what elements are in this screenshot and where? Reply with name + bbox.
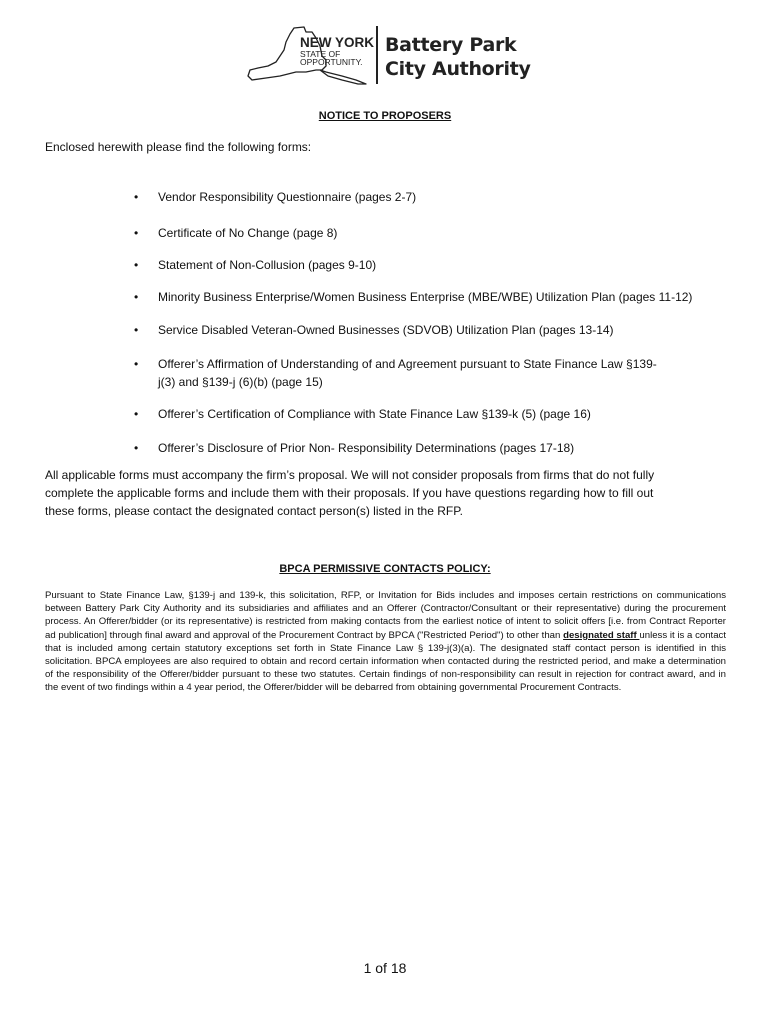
form-item-text: Vendor Responsibility Questionnaire (pages 2-7) <box>158 190 417 204</box>
form-item-text: Service Disabled Veteran-Owned Businesses (SDVOB) Utilization Plan (pages 13-14) <box>158 323 614 337</box>
bpca-logo <box>246 24 536 88</box>
bpca-line-1: Battery Park <box>385 34 517 56</box>
bpca-line-2: City Authority <box>385 58 531 80</box>
form-list-item <box>134 256 718 274</box>
page-number: 1 of 18 <box>363 960 407 976</box>
bullet-icon: • <box>134 323 139 337</box>
bullet-icon: • <box>134 407 139 421</box>
form-item-text: Offerer’s Certification of Compliance with State Finance Law §139-k (5) (page 16) <box>158 407 591 421</box>
policy-title: BPCA PERMISSIVE CONTACTS POLICY: <box>279 563 491 575</box>
form-item-text: j(3) and §139-j (6)(b) (page 15) <box>158 375 323 389</box>
form-item-text: Certificate of No Change (page 8) <box>158 226 338 240</box>
bullet-icon: • <box>134 190 139 204</box>
notice-title: NOTICE TO PROPOSERS <box>318 110 452 122</box>
nys-line-1: NEW YORK <box>300 35 375 50</box>
nys-line-2: STATE OF <box>300 48 341 59</box>
bullet-icon: • <box>134 226 139 240</box>
form-list-item <box>134 188 718 206</box>
form-item-text: Offerer’s Disclosure of Prior Non- Responsibility Determinations (pages 17-18) <box>158 441 575 455</box>
closing-line: these forms, please contact the designated contact person(s) listed in the RFP. <box>45 504 464 518</box>
notice-intro: Enclosed herewith please find the following forms: <box>45 140 312 154</box>
nys-wordmark <box>300 36 380 67</box>
closing-line: All applicable forms must accompany the firm’s proposal. We will not consider proposals from firms that do not fully <box>45 468 655 482</box>
form-list-item <box>134 224 718 242</box>
closing-paragraph <box>45 466 735 520</box>
form-list-item <box>134 405 718 423</box>
form-item-text: Offerer’s Affirmation of Understanding of and Agreement pursuant to State Finance Law §139- <box>158 357 657 371</box>
policy-text-before: Pursuant to State Finance Law, §139-j and 139-k, this solicitation, RFP, or Invitation for Bids includes and imposes certain restrictions on communications between Battery Park City Authority and its subsidiaries and affiliates and an Offerer (Contractor/Consultant or their representative) during the procurement process. An Offerer/bidder (or its representative) is restricted from making contacts from the earliest notice of intent to solicit offers [i.e. from Contract Reporter ad publication] through final award and approval of the Procurement Contract by BPCA ("Restricted Period") to other than <box>45 590 726 641</box>
form-item-text: Minority Business Enterprise/Women Business Enterprise (MBE/WBE) Utilization Plan (pages 11-12) <box>158 290 693 304</box>
policy-text-after: unless it is a contact that is included among certain statutory exceptions set forth in State Finance Law § 139-j(3)(a). The designated staff contact person is identified in this solicitation. BPCA employees are also required to obtain and record certain information when contacted during the restricted period, and make a determination of the responsibility of the Offerer/bidder pursuant to these two statutes. Certain findings of non-responsibility can result in rejection for contract award, and in the event of two findings within a 4 year period, the Offerer/bidder will be debarred from obtaining governmental Procurement Contracts. <box>45 629 727 694</box>
form-list-item <box>134 321 718 339</box>
form-list-item <box>134 355 718 391</box>
logo-divider <box>376 26 378 84</box>
closing-line: complete the applicable forms and include them with their proposals. If you have questions regarding how to fill out <box>45 486 654 500</box>
form-list-item <box>134 288 718 306</box>
form-list-item <box>134 439 718 457</box>
bullet-icon: • <box>134 441 139 455</box>
bullet-icon: • <box>134 258 139 272</box>
bullet-icon: • <box>134 290 139 304</box>
form-item-text: Statement of Non-Collusion (pages 9-10) <box>158 258 377 272</box>
designated-staff-emphasis: designated staff <box>563 629 640 641</box>
bpca-wordmark <box>385 33 531 81</box>
bullet-icon: • <box>134 357 139 371</box>
nys-line-3: OPPORTUNITY. <box>300 57 363 68</box>
policy-paragraph <box>45 589 726 695</box>
